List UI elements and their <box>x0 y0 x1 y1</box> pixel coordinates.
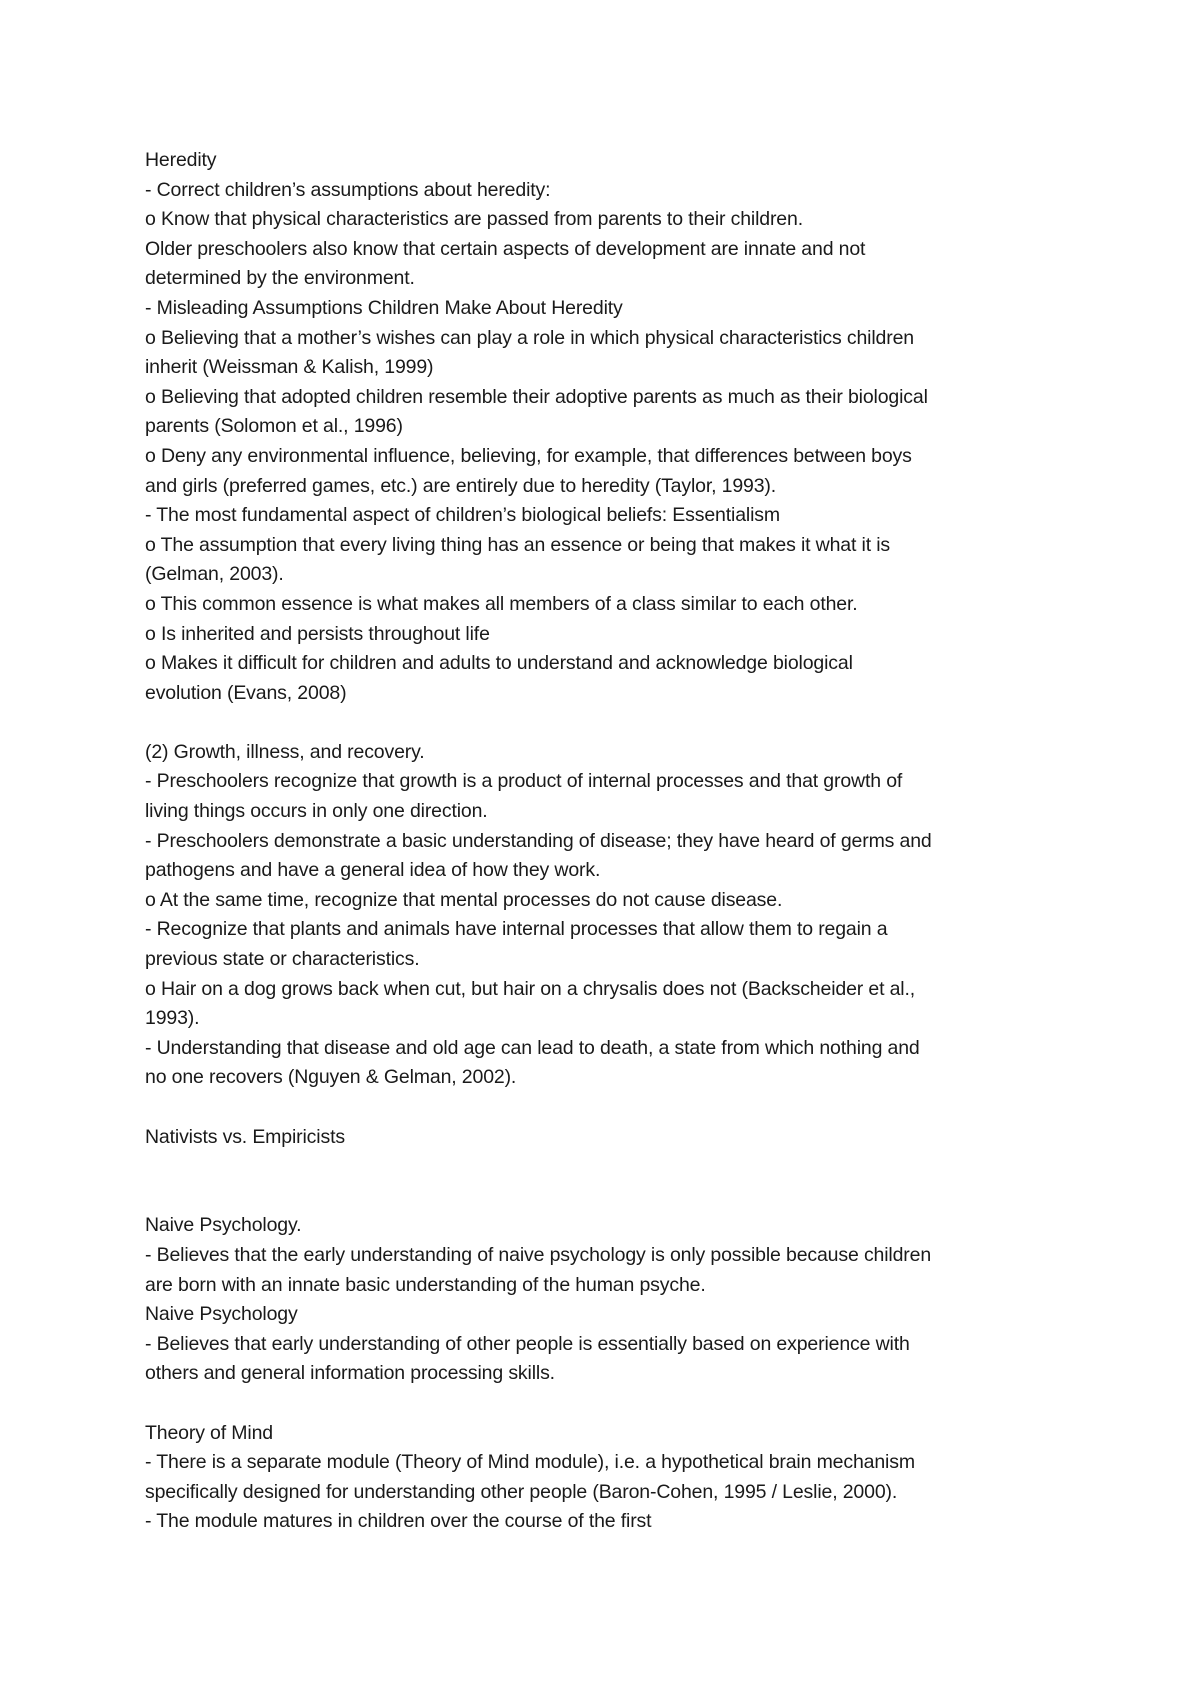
naive-psychology-line: others and general information processing skills. <box>145 1362 555 1385</box>
heredity-line: o Deny any environmental influence, believing, for example, that differences between boys <box>145 444 912 467</box>
growth-line: o Hair on a dog grows back when cut, but hair on a chrysalis does not (Backscheider et al., <box>145 977 916 1000</box>
document-body <box>145 146 1085 1537</box>
theory-of-mind-line: - The module matures in children over the course of the first <box>145 1510 652 1533</box>
naive-psychology-line: - Believes that the early understanding of naive psychology is only possible because children <box>145 1243 932 1266</box>
theory-of-mind-heading: Theory of Mind <box>145 1421 273 1444</box>
paragraph-spacer <box>145 1389 1085 1419</box>
growth-line: living things occurs in only one direction. <box>145 800 488 823</box>
heredity-line: o The assumption that every living thing has an essence or being that makes it what it is <box>145 533 891 556</box>
growth-line: previous state or characteristics. <box>145 948 420 971</box>
paragraph-spacer <box>145 1152 1085 1211</box>
paragraph-spacer <box>145 708 1085 738</box>
naive-psychology-line: - Believes that early understanding of other people is essentially based on experience with <box>145 1332 910 1355</box>
heredity-line: - Correct children’s assumptions about heredity: <box>145 178 551 201</box>
nativists-heading: Nativists vs. Empiricists <box>145 1125 345 1148</box>
heredity-heading: Heredity <box>145 149 217 171</box>
heredity-line: and girls (preferred games, etc.) are entirely due to heredity (Taylor, 1993). <box>145 474 777 497</box>
growth-line: - Recognize that plants and animals have internal processes that allow them to regain a <box>145 918 888 941</box>
theory-of-mind-line: - There is a separate module (Theory of Mind module), i.e. a hypothetical brain mechanism <box>145 1451 915 1474</box>
growth-line: - Preschoolers demonstrate a basic understanding of disease; they have heard of germs and <box>145 829 932 852</box>
heredity-line: parents (Solomon et al., 1996) <box>145 415 403 438</box>
growth-heading: (2) Growth, illness, and recovery. <box>145 740 425 763</box>
heredity-line: o Believing that a mother’s wishes can play a role in which physical characteristics children <box>145 326 914 349</box>
growth-line: pathogens and have a general idea of how they work. <box>145 859 601 882</box>
heredity-line: (Gelman, 2003). <box>145 563 284 586</box>
naive-psychology-line: are born with an innate basic understanding of the human psyche. <box>145 1273 706 1296</box>
growth-line: no one recovers (Nguyen & Gelman, 2002). <box>145 1066 517 1089</box>
naive-psychology-heading: Naive Psychology. <box>145 1214 302 1237</box>
heredity-line: o Makes it difficult for children and adults to understand and acknowledge biological <box>145 652 853 675</box>
naive-psychology-heading: Naive Psychology <box>145 1303 298 1326</box>
heredity-line: o Is inherited and persists throughout life <box>145 622 490 645</box>
heredity-line: o Know that physical characteristics are passed from parents to their children. <box>145 208 803 231</box>
growth-line: - Preschoolers recognize that growth is a product of internal processes and that growth of <box>145 770 903 793</box>
heredity-line: o Believing that adopted children resemble their adoptive parents as much as their biological <box>145 385 928 408</box>
paragraph-spacer <box>145 1093 1085 1123</box>
theory-of-mind-line: specifically designed for understanding other people (Baron-Cohen, 1995 / Leslie, 2000). <box>145 1480 898 1503</box>
heredity-line: - The most fundamental aspect of children’s biological beliefs: Essentialism <box>145 504 780 527</box>
heredity-line: - Misleading Assumptions Children Make About Heredity <box>145 296 623 319</box>
heredity-line: inherit (Weissman & Kalish, 1999) <box>145 356 434 379</box>
growth-line: o At the same time, recognize that mental processes do not cause disease. <box>145 888 783 911</box>
heredity-line: determined by the environment. <box>145 267 415 290</box>
heredity-line: o This common essence is what makes all members of a class similar to each other. <box>145 592 858 615</box>
heredity-line: evolution (Evans, 2008) <box>145 681 347 704</box>
heredity-line: Older preschoolers also know that certain aspects of development are innate and not <box>145 237 866 260</box>
growth-line: 1993). <box>145 1007 200 1030</box>
growth-line: - Understanding that disease and old age can lead to death, a state from which nothing and <box>145 1036 920 1059</box>
